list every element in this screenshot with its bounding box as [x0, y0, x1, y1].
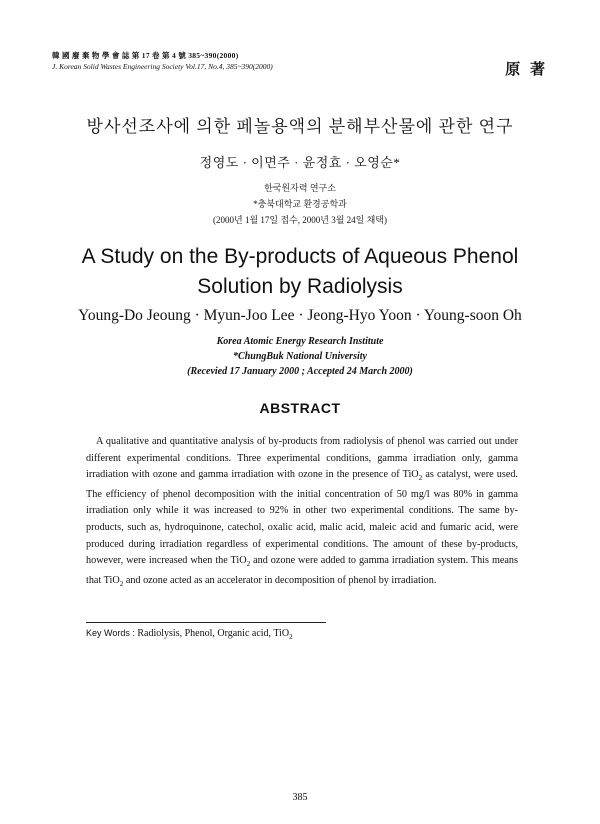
english-authors: Young-Do Jeoung · Myun-Joo Lee · Jeong-Hyo Yoon · Young-soon Oh: [78, 307, 522, 324]
english-affiliation-1: Korea Atomic Energy Research Institute: [216, 336, 384, 347]
english-title: [0, 242, 600, 302]
abstract-subscript-1: 2: [418, 474, 423, 483]
article-type-label: 原 著: [505, 62, 548, 78]
english-title-line-2: Solution by Radiolysis: [197, 275, 403, 298]
keywords-label: Key Words :: [86, 628, 135, 638]
journal-header: [52, 50, 273, 72]
journal-citation-english: J. Korean Solid Wastes Engineering Society Vol.17, No.4, 385~390(2000): [52, 62, 273, 71]
korean-dates: (2000년 1월 17일 접수, 2000년 3월 24일 채택): [213, 215, 387, 225]
english-affiliation-2: *ChungBuk National University: [233, 351, 367, 362]
korean-affiliation-2: *충북대학교 환경공학과: [253, 199, 347, 209]
abstract-heading: ABSTRACT: [259, 400, 341, 416]
abstract-text-1: A qualitative and quantitative analysis of by-products from radiolysis of phenol was carried out under different experimental conditions. Three experimental conditions, gamma irradiation only, gamma irradiation with ozone and gamma irradiation with ozone in the presence of TiO: [86, 436, 518, 481]
abstract-body: [86, 434, 518, 592]
korean-affiliations: [0, 180, 600, 228]
page-number: 385: [292, 792, 308, 803]
english-title-line-1: A Study on the By-products of Aqueous Phenol: [81, 245, 519, 268]
abstract-subscript-2: 2: [246, 560, 251, 569]
korean-title: 방사선조사에 의한 페놀용액의 분해부산물에 관한 연구: [86, 117, 514, 136]
journal-citation-korean: 韓 國 廢 棄 物 學 會 誌 第 17 卷 第 4 號 385~390(2000): [52, 51, 239, 60]
keywords-text: Radiolysis, Phenol, Organic acid, TiO: [134, 628, 290, 639]
abstract-text-4: and ozone acted as an accelerator in decomposition of phenol by irradiation.: [123, 574, 437, 586]
korean-authors: 정영도 · 이면주 · 윤정효 · 오영순*: [199, 155, 401, 170]
abstract-text-2: as catalyst, were used. The efficiency of phenol decomposition with the initial concentration of 50 mg/l was 80% in gamma irradiation only while it was increased to 92% in other two experimental conditions. The same by-products, such as, hydroquinone, catechol, oxalic acid, malic acid, maleic acid and fumaric acid, were produced during irradiation regardless of experimental conditions. The amount of these by-products, however, were increased when the TiO: [86, 469, 518, 567]
korean-affiliation-1: 한국원자력 연구소: [264, 183, 336, 193]
keywords: [86, 628, 293, 641]
english-dates: (Recevied 17 January 2000 ; Accepted 24 March 2000): [187, 366, 413, 377]
keywords-subscript: 2: [289, 633, 293, 641]
keywords-divider: [86, 622, 326, 623]
abstract-text-3: and ozone were added to gamma irradiation system. This means that TiO: [86, 555, 518, 586]
english-affiliations: [0, 334, 600, 379]
abstract-subscript-3: 2: [119, 579, 124, 588]
